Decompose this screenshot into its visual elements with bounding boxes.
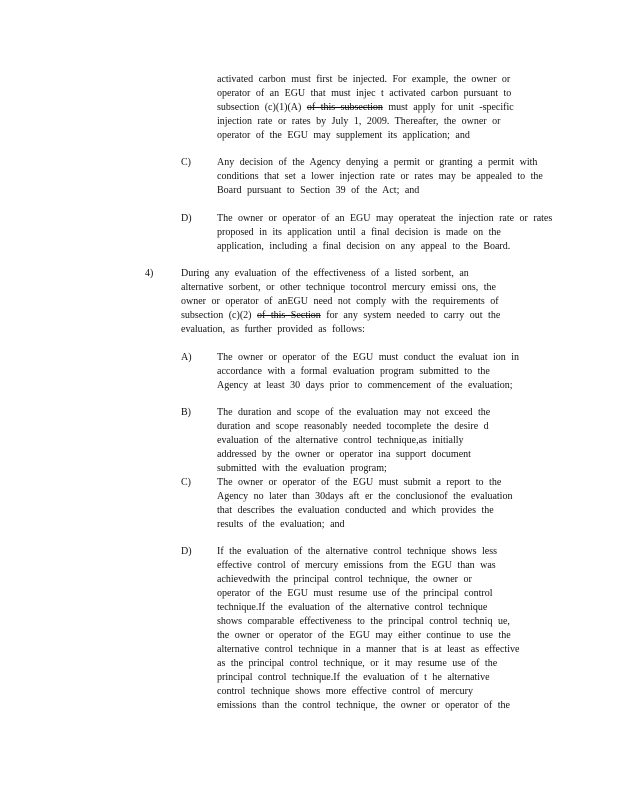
text-line: If the evaluation of the alternative control technique shows less (217, 546, 497, 557)
text-line: injection rate or rates by July 1, 2009. Thereafter, the owner or (217, 116, 501, 127)
text-segment: must apply for unit -specific (388, 102, 514, 113)
text-line: The owner or operator of an EGU may operateat the injection rate or rates (217, 213, 553, 224)
text-line: activated carbon must first be injected. For example, the owner or (217, 74, 511, 85)
text-line: emissions than the control technique, the owner or operator of the (217, 700, 510, 711)
text-line: Agency no later than 30days aft er the conclusionof the evaluation (217, 491, 513, 502)
text-line-with-strikethrough (181, 310, 500, 322)
text-line: operator of an EGU that must injec t activated carbon pursuant to (217, 88, 512, 99)
text-line: The owner or operator of the EGU must conduct the evaluat ion in (217, 352, 520, 363)
item-label: C) (181, 477, 191, 488)
text-line: application, including a final decision on any appeal to the Board. (217, 241, 511, 252)
item-label: 4) (145, 268, 154, 279)
text-line: effective control of mercury emissions from the EGU than was (217, 560, 496, 571)
text-segment: subsection (c)(2) (181, 310, 252, 321)
text-line: that describes the evaluation conducted and which provides the (217, 505, 494, 516)
text-line: addressed by the owner or operator ina support document (217, 449, 471, 460)
text-line: results of the evaluation; and (217, 519, 345, 530)
text-line: accordance with a formal evaluation program submitted to the (217, 366, 490, 377)
text-line: Agency at least 30 days prior to commencement of the evaluation; (217, 380, 513, 391)
item-label: D) (181, 213, 192, 224)
text-line: During any evaluation of the effectiveness of a listed sorbent, an (181, 268, 469, 279)
item-label: A) (181, 352, 192, 363)
text-line: evaluation of the alternative control technique,as initially (217, 435, 464, 446)
struck-text: of this subsection (306, 102, 383, 113)
text-segment: for any system needed to carry out the (326, 310, 501, 321)
text-line: operator of the EGU must resume use of the principal control (217, 588, 493, 599)
text-line: owner or operator of anEGU need not comply with the requirements of (181, 296, 499, 307)
text-line: as the principal control technique, or it may resume use of the (217, 658, 498, 669)
text-line: Board pursuant to Section 39 of the Act; and (217, 185, 420, 196)
item-label: C) (181, 157, 191, 168)
text-line: operator of the EGU may supplement its application; and (217, 130, 470, 141)
struck-text: of this Section (256, 310, 321, 321)
text-line: alternative control technique in a manner that is at least as effective (217, 644, 520, 655)
text-line: The owner or operator of the EGU must submit a report to the (217, 477, 502, 488)
text-line: alternative sorbent, or other technique tocontrol mercury emissi ons, the (181, 282, 496, 293)
text-line: shows comparable effectiveness to the principal control techniq ue, (217, 616, 510, 627)
text-line: Any decision of the Agency denying a permit or granting a permit with (217, 157, 538, 168)
text-line: duration and scope reasonably needed tocomplete the desire d (217, 421, 489, 432)
text-line: the owner or operator of the EGU may either continue to use the (217, 630, 511, 641)
text-line: principal control technique.If the evaluation of t he alternative (217, 672, 490, 683)
text-line: achievedwith the principal control technique, the owner or (217, 574, 472, 585)
text-line: proposed in its application until a final decision is made on the (217, 227, 501, 238)
item-label: B) (181, 407, 191, 418)
text-line-with-strikethrough (217, 102, 514, 114)
item-label: D) (181, 546, 192, 557)
text-line: control technique shows more effective control of mercury (217, 686, 474, 697)
text-line: The duration and scope of the evaluation may not exceed the (217, 407, 491, 418)
text-segment: subsection (c)(1)(A) (217, 102, 302, 113)
text-line: technique.If the evaluation of the alternative control technique (217, 602, 488, 613)
text-line: submitted with the evaluation program; (217, 463, 387, 474)
text-line: evaluation, as further provided as follows: (181, 324, 365, 335)
text-line: conditions that set a lower injection rate or rates may be appealed to the (217, 171, 543, 182)
